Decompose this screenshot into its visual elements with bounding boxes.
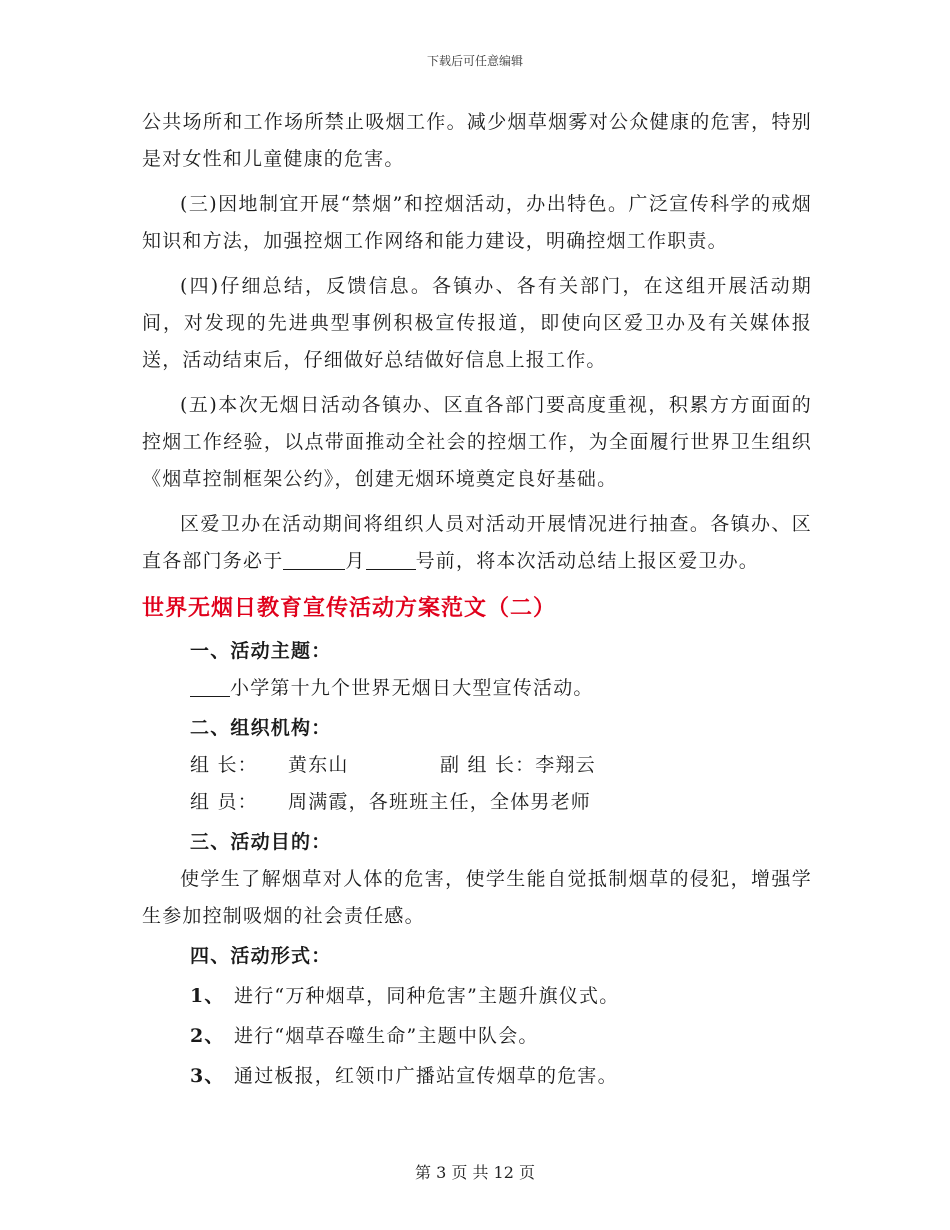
section-3-heading: 三、活动目的： xyxy=(190,831,332,853)
paragraph-2: (三)因地制宜开展“禁烟”和控烟活动，办出特色。广泛宣传科学的戒烟知识和方法，加强控烟工作网络和能力建设，明确控烟工作职责。 xyxy=(142,193,812,252)
list-item xyxy=(142,978,812,1015)
section-1-heading: 一、活动主题： xyxy=(190,640,332,662)
list-item xyxy=(142,1018,812,1055)
leader-name: 黄东山 xyxy=(288,754,349,776)
document-title: 世界无烟日教育宣传活动方案范文（二） xyxy=(142,595,557,621)
leader-row xyxy=(142,747,812,784)
page-footer: 第 3 页 共 12 页 xyxy=(415,1163,535,1182)
paragraph-5-month: 月 xyxy=(345,550,366,572)
page-header-note: 下载后可任意编辑 xyxy=(426,54,523,68)
list-item xyxy=(142,1058,812,1095)
section-3-text: 使学生了解烟草对人体的危害，使学生能自觉抵制烟草的侵犯，增强学生参加控制吸烟的社会责任感。 xyxy=(142,868,812,927)
document-body xyxy=(142,104,812,1095)
vice-leader-label: 副 组 长： xyxy=(440,754,536,776)
member-names: 周满霞，各班班主任，全体男老师 xyxy=(288,791,592,813)
list-item-text: 进行“烟草吞噬生命”主题中队会。 xyxy=(234,1025,539,1047)
list-item-number: 2、 xyxy=(190,1025,225,1047)
day-blank xyxy=(366,550,416,570)
leader-label: 组 长： xyxy=(190,754,258,776)
list-item-number: 1、 xyxy=(190,985,225,1007)
section-1-text-line xyxy=(142,670,812,707)
paragraph-5-end: 号前，将本次活动总结上报区爱卫办。 xyxy=(415,550,760,572)
paragraph-5 xyxy=(142,506,812,580)
section-1-text: 小学第十九个世界无烟日大型宣传活动。 xyxy=(230,677,594,699)
section-4-heading: 四、活动形式： xyxy=(190,945,332,967)
school-blank xyxy=(190,677,230,697)
paragraph-4: (五)本次无烟日活动各镇办、区直各部门要高度重视，积累方方面面的控烟工作经验，以点带面推动全社会的控烟工作，为全面履行世界卫生组织《烟草控制框架公约》，创建无烟环境奠定良好基础。 xyxy=(142,394,812,490)
section-2-heading: 二、组织机构： xyxy=(190,717,332,739)
month-blank xyxy=(283,550,345,570)
vice-leader-name: 李翔云 xyxy=(535,754,596,776)
paragraph-1: 公共场所和工作场所禁止吸烟工作。减少烟草烟雾对公众健康的危害，特别是对女性和儿童健康的危害。 xyxy=(142,111,812,170)
list-item-text: 通过板报，红领巾广播站宣传烟草的危害。 xyxy=(234,1065,618,1087)
list-item-text: 进行“万种烟草，同种危害”主题升旗仪式。 xyxy=(234,985,620,1007)
paragraph-3: (四)仔细总结，反馈信息。各镇办、各有关部门，在这组开展活动期间，对发现的先进典型事例积极宣传报道，即使向区爱卫办及有关媒体报送，活动结束后，仔细做好总结做好信息上报工作。 xyxy=(142,275,812,371)
member-label: 组 员： xyxy=(190,791,258,813)
paragraph-5-start: 区爱卫办在活动期间将组织人员对活动开展情况进行抽查。各镇办、区直各部门务必于 xyxy=(142,513,812,572)
list-item-number: 3、 xyxy=(190,1065,225,1087)
member-row xyxy=(142,784,812,821)
